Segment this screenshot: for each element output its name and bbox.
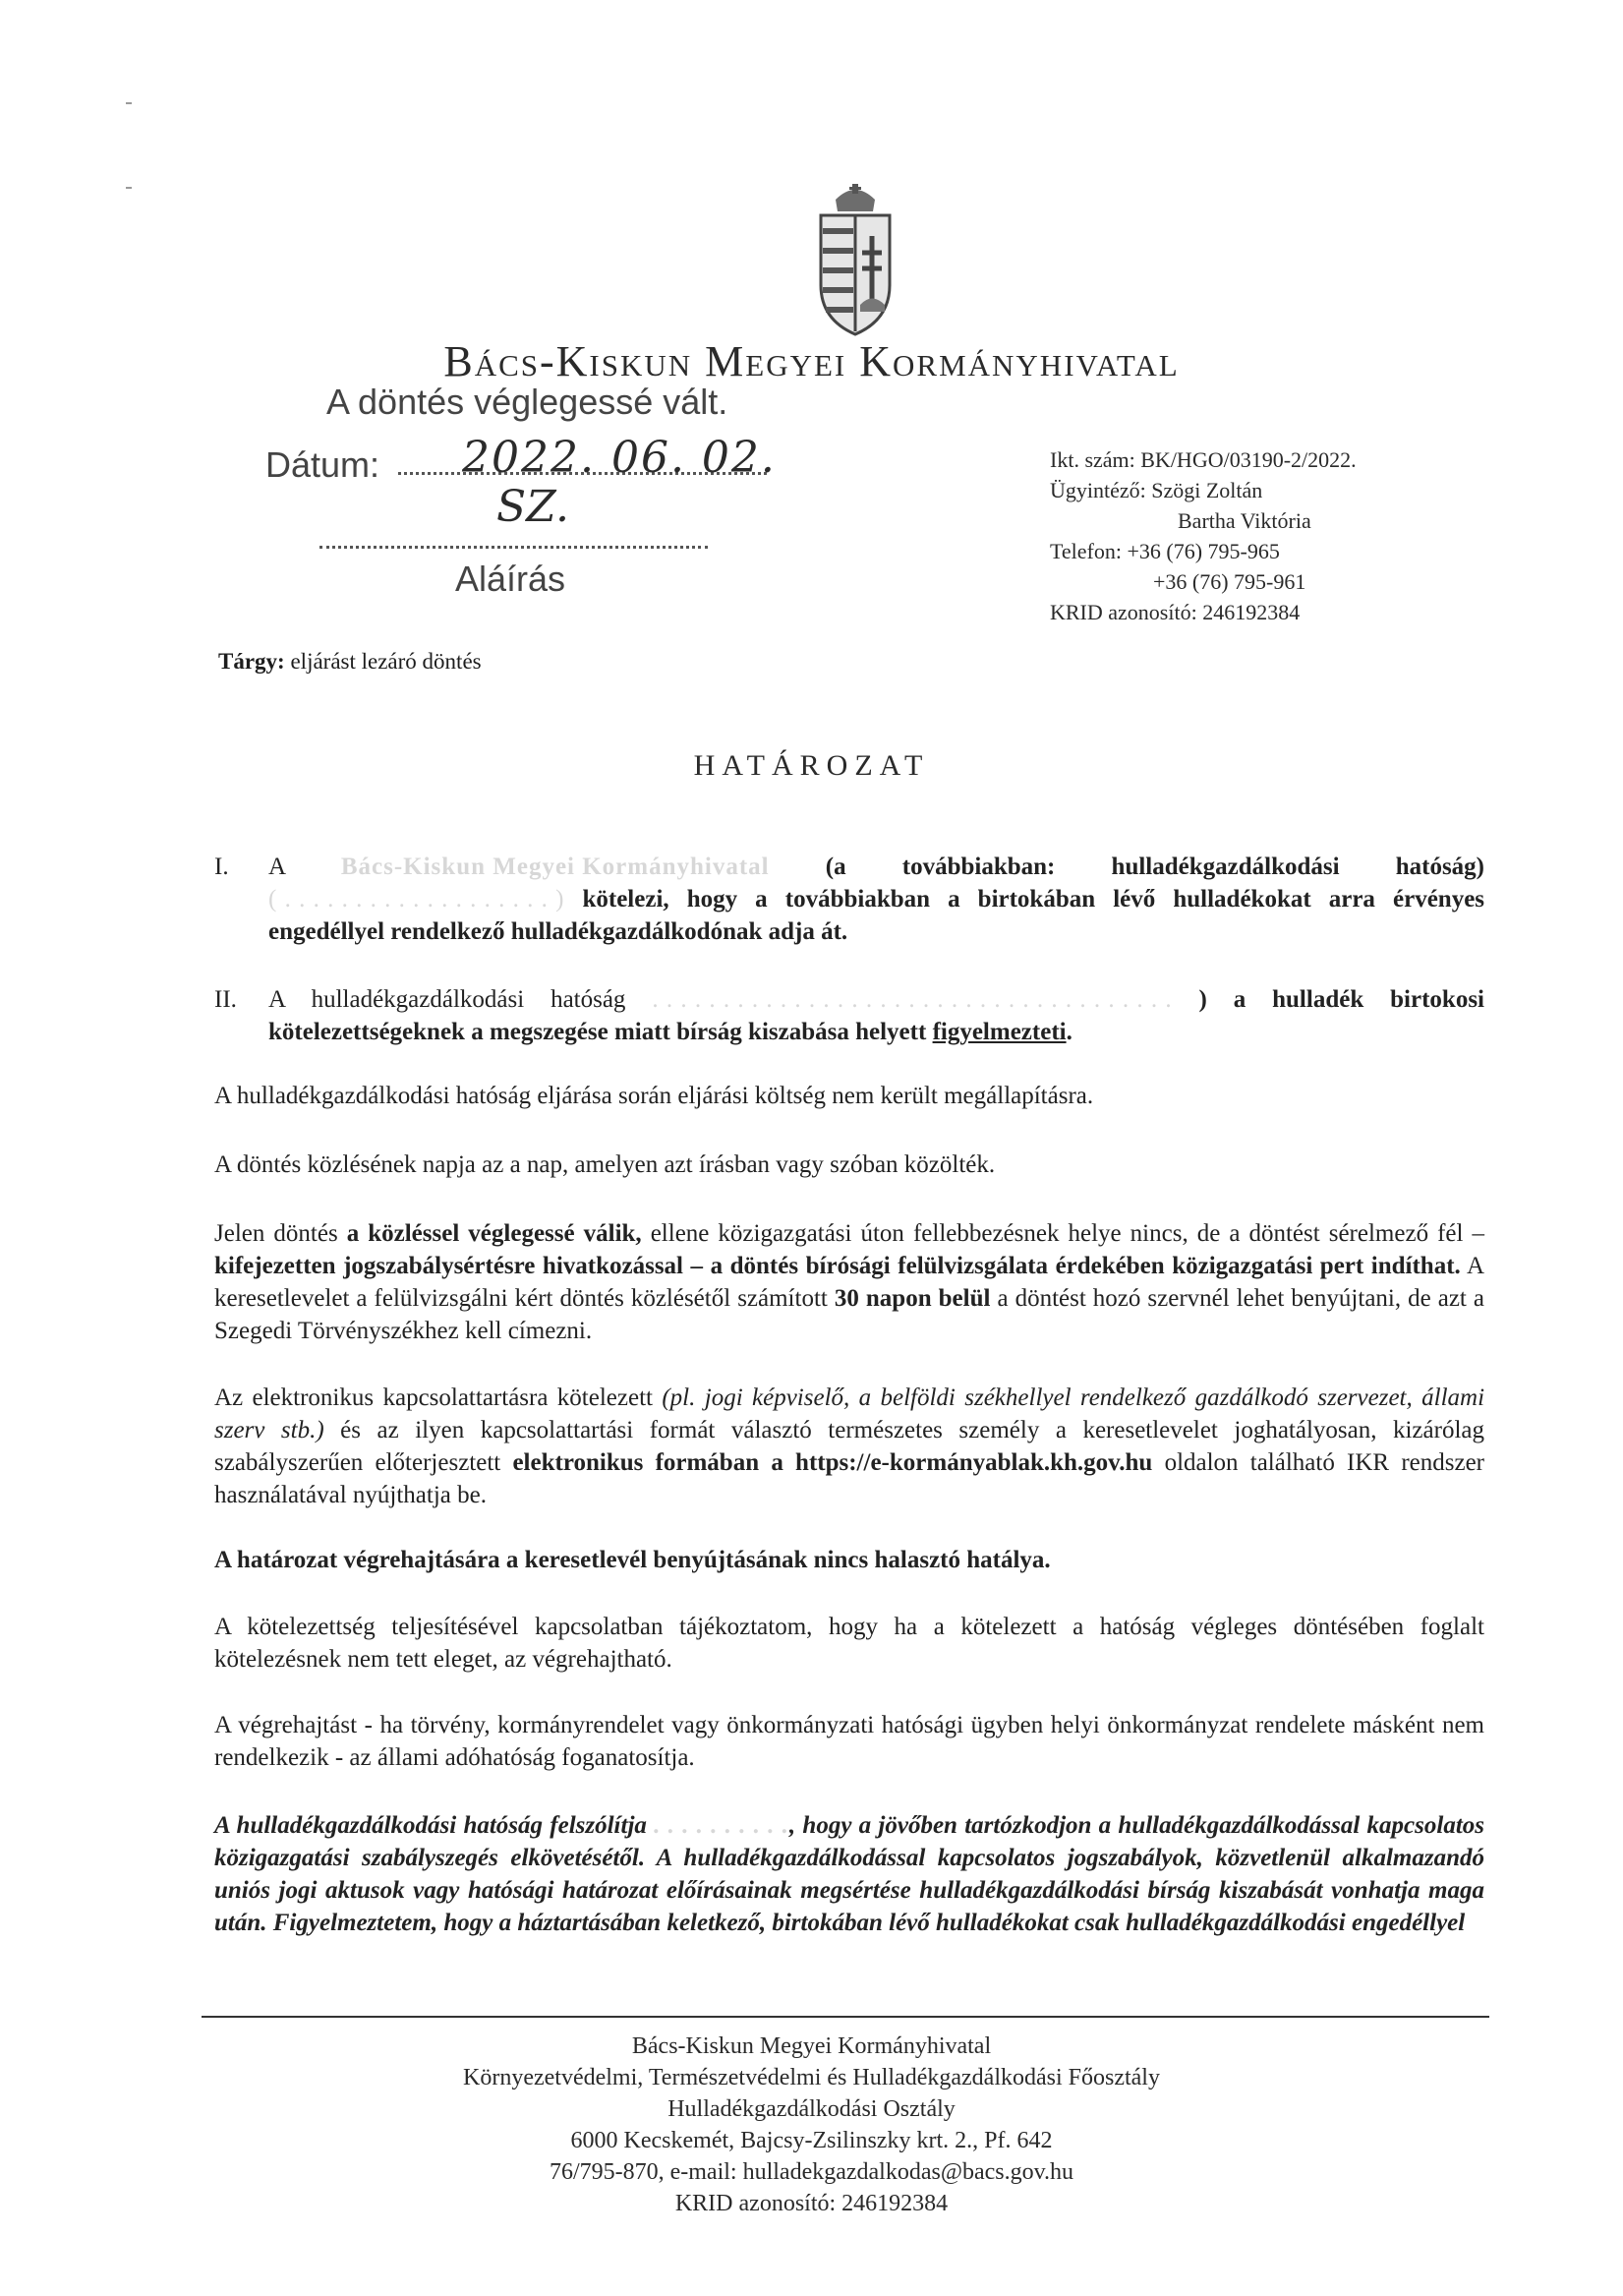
footer-line: Hulladékgazdálkodási Osztály — [667, 2096, 956, 2122]
case-metadata — [1050, 444, 1357, 627]
document-title: HATÁROZAT — [693, 749, 930, 782]
stamp-title: A döntés véglegessé vált. — [326, 382, 728, 422]
paragraph-4: A döntés közlésének napja az a nap, amelyen azt írásban vagy szóban közölték. — [214, 1151, 996, 1178]
text: ellene közigazgatási úton fellebbezésnek helye nincs, de a döntést sérelmező fél – — [650, 1220, 1484, 1247]
text: A hulladékgazdálkodási hatóság felszólítja — [214, 1812, 647, 1839]
coat-of-arms-icon — [806, 182, 904, 339]
text: Az elektronikus kapcsolattartásra kötelezett — [214, 1384, 653, 1411]
subject-value: eljárást lezáró döntés — [290, 649, 482, 674]
footer-line: Környezetvédelmi, Természetvédelmi és Hulladékgazdálkodási Főosztály — [463, 2065, 1160, 2090]
redacted-text: Bács-Kiskun Megyei Kormányhivatal — [341, 851, 770, 883]
text: kifejezetten jogszabálysértésre hivatkozással – a döntés bírósági felülvizsgálata érdekében közigazgatási pert indíthat. — [214, 1253, 1461, 1279]
text: . — [1066, 1019, 1072, 1045]
stamp-signature-line — [319, 536, 708, 549]
subject — [218, 649, 482, 675]
text: birtokosi kötelezettségeknek a megszegése miatt bírság kiszabása helyett — [268, 986, 1484, 1045]
text: (a továbbiakban: hulladékgazdálkodási hatóság) — [825, 854, 1485, 880]
stamp-signature-label: Aláírás — [455, 559, 566, 599]
text: ) a hulladék — [1198, 986, 1364, 1013]
stamp-signature: SZ. — [496, 482, 569, 532]
text: A keresetlevelet a felülvizsgálni kért döntés közlésétől számított — [214, 1253, 1485, 1312]
case-officer-2: Bartha Viktória — [1178, 508, 1311, 533]
stamp-date-label: Dátum: — [265, 444, 380, 485]
krid-id: KRID azonosító: 246192384 — [1050, 600, 1301, 624]
footer-line: KRID azonosító: 246192384 — [674, 2191, 949, 2216]
paragraph-number: I. — [214, 854, 229, 880]
redacted-text: ( . . . . . . . . . . . . . . . . . . . ) — [268, 883, 564, 915]
phone-2: +36 (76) 795-961 — [1153, 569, 1306, 594]
paragraph-9: A végrehajtást - ha törvény, kormányrendelet vagy önkormányzati hatósági ügyben helyi önkormányzat rendelete másként nem rendelkezik - az állami adóhatóság foganatosítja. — [214, 1712, 1484, 1771]
text: Jelen döntés — [214, 1220, 338, 1247]
paragraph-2 — [214, 983, 1484, 1048]
case-officer: Ügyintéző: Szögi Zoltán — [1050, 478, 1263, 502]
phone-1: Telefon: +36 (76) 795-965 — [1050, 539, 1280, 563]
text: (pl. jogi képviselő, a belföldi székhellyel rendelkező gazdálkodó szervezet, állami szerv stb.) — [214, 1384, 1485, 1443]
text: kötelezi, hogy a továbbiakban a birtokában lévő — [582, 886, 1156, 913]
text: és az ilyen kapcsolattartási formát választó természetes személy a keresetlevelet joghatályosan, kizárólag szabályszerűen előterjesztett — [214, 1417, 1484, 1476]
text: hulladékokat arra érvényes engedéllyel rendelkező hulladékgazdálkodónak adja át. — [268, 886, 1485, 945]
footer-line: Bács-Kiskun Megyei Kormányhivatal — [631, 2033, 992, 2059]
paragraph-7: A határozat végrehajtására a keresetlevél benyújtásának nincs halasztó hatálya. — [214, 1547, 1051, 1573]
redacted-text: . . . . . . . . . . — [654, 1809, 789, 1842]
paragraph-6 — [214, 1382, 1484, 1511]
text: 30 napon belül — [834, 1285, 991, 1312]
footer-divider — [202, 2016, 1489, 2018]
text: figyelmezteti — [932, 1019, 1067, 1045]
text: A hulladékgazdálkodási hatóság — [268, 986, 626, 1013]
paragraph-8: A kötelezettség teljesítésével kapcsolatban tájékoztatom, hogy ha a kötelezett a hatóság végleges döntésében foglalt kötelezésnek nem tett eleget, az végrehajtható. — [214, 1614, 1484, 1673]
paragraph-1 — [214, 851, 1484, 948]
paragraph-3: A hulladékgazdálkodási hatóság eljárása során eljárási költség nem került megállapításra. — [214, 1083, 1094, 1109]
text: oldalon található IKR rendszer használatával nyújthatja be. — [214, 1449, 1484, 1508]
text: A — [268, 854, 285, 880]
paragraph-10 — [214, 1809, 1484, 1939]
text: a közléssel véglegessé válik, — [346, 1220, 642, 1247]
subject-label: Tárgy: — [218, 649, 285, 674]
paragraph-number: II. — [214, 986, 237, 1013]
text: a döntést hozó szervnél lehet benyújtani, de azt a Szegedi Törvényszékhez kell címezni. — [214, 1285, 1484, 1344]
text: , hogy a jövőben tartózkodjon a hulladékgazdálkodással kapcsolatos közigazgatási szabályszegés elkövetésétől. A hulladékgazdálkodással kapcsolatos jogszabályok, közvetlenül alkalmazandó uniós jogi aktusok vagy hatósági határozat előírásainak megsértése hulladékgazdálkodási bírság kiszabását vonhatja maga után. Figyelmeztetem, hogy a háztartásában keletkező, birtokában lévő hulladékokat csak hulladékgazdálkodási engedéllyel — [214, 1812, 1484, 1936]
redacted-text: . . . . . . . . . . . . . . . . . . . . . . . . . . . . . . . . . . . . . — [652, 983, 1172, 1016]
text: elektronikus formában a https://e-kormányablak.kh.gov.hu — [512, 1449, 1153, 1476]
footer-line: 76/795-870, e-mail: hulladekgazdalkodas@bacs.gov.hu — [549, 2159, 1074, 2185]
scan-mark — [126, 102, 132, 104]
file-number: Ikt. szám: BK/HGO/03190-2/2022. — [1050, 447, 1357, 472]
footer — [0, 2031, 1623, 2219]
paragraph-5 — [214, 1217, 1484, 1347]
stamp-date-value: 2022. 06. 02. — [462, 433, 777, 483]
agency-name: Bács-Kiskun Megyei Kormányhivatal — [443, 337, 1180, 385]
scan-mark — [126, 187, 132, 189]
footer-line: 6000 Kecskemét, Bajcsy-Zsilinszky krt. 2., Pf. 642 — [570, 2128, 1053, 2153]
